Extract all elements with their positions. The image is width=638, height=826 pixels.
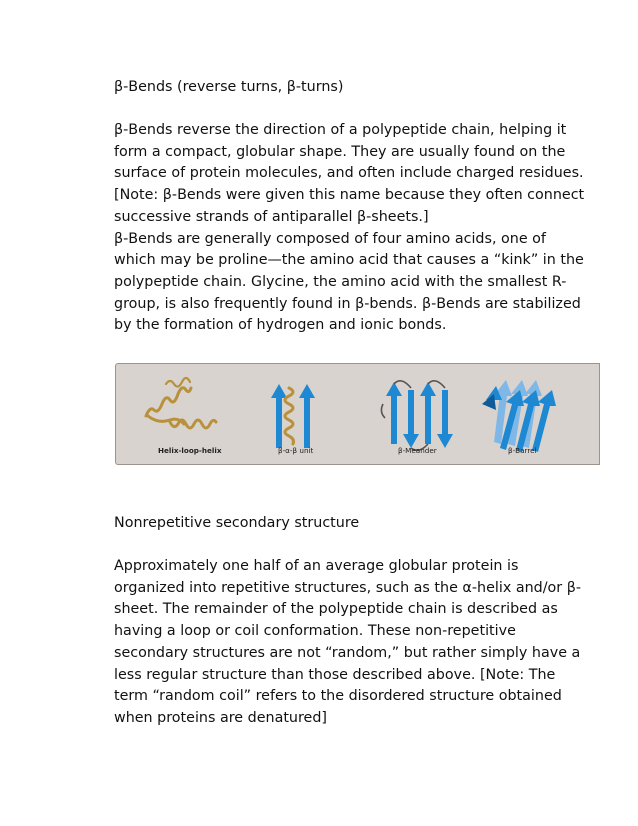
paragraph-beta-bends xyxy=(114,120,588,337)
text-line: less regular structure than those described above. [Note: The xyxy=(114,666,556,683)
text-line: when proteins are denatured] xyxy=(114,709,328,726)
text-line: sheet. The remainder of the polypeptide chain is described as xyxy=(114,601,558,618)
caption-beta-barrel: β-Barrel xyxy=(508,446,537,455)
text-line: β-Bends reverse the direction of a polypeptide chain, helping it xyxy=(114,122,567,138)
text-line: which may be proline—the amino acid that causes a “kink” in the xyxy=(114,252,584,269)
text-line: surface of protein molecules, and often include charged residues. xyxy=(114,165,584,182)
beta-barrel-motif xyxy=(482,380,556,452)
text-line: by the formation of hydrogen and ionic bonds. xyxy=(114,317,447,334)
supersecondary-motifs-figure xyxy=(115,363,600,465)
section-heading-beta-bends: β-Bends (reverse turns, β-turns) xyxy=(114,79,344,95)
text-line: group, is also frequently found in β-bends. β-Bends are stabilized xyxy=(114,295,581,312)
caption-beta-meander: β-Meander xyxy=(398,446,437,455)
helix-loop-helix-motif xyxy=(146,378,216,428)
text-line: [Note: β-Bends were given this name because they often connect xyxy=(114,187,585,204)
caption-beta-alpha-beta: β-α-β unit xyxy=(278,446,314,455)
beta-alpha-beta-motif xyxy=(271,384,315,448)
text-line: form a compact, globular shape. They are usually found on the xyxy=(114,143,566,160)
beta-meander-motif xyxy=(381,381,453,450)
text-line: Approximately one half of an average globular protein is xyxy=(114,558,519,574)
section-heading-nonrepetitive: Nonrepetitive secondary structure xyxy=(114,515,360,531)
paragraph-nonrepetitive xyxy=(114,556,588,730)
text-line: having a loop or coil conformation. These non-repetitive xyxy=(114,623,516,640)
text-line: secondary structures are not “random,” but rather simply have a xyxy=(114,644,581,661)
text-line: organized into repetitive structures, such as the α-helix and/or β- xyxy=(114,579,581,596)
text-line: polypeptide chain. Glycine, the amino acid with the smallest R- xyxy=(114,273,567,290)
text-line: term “random coil” refers to the disordered structure obtained xyxy=(114,688,562,705)
text-line: successive strands of antiparallel β-sheets.] xyxy=(114,208,429,225)
text-line: β-Bends are generally composed of four amino acids, one of xyxy=(114,230,546,247)
caption-helix-loop-helix: Helix-loop-helix xyxy=(158,446,222,455)
